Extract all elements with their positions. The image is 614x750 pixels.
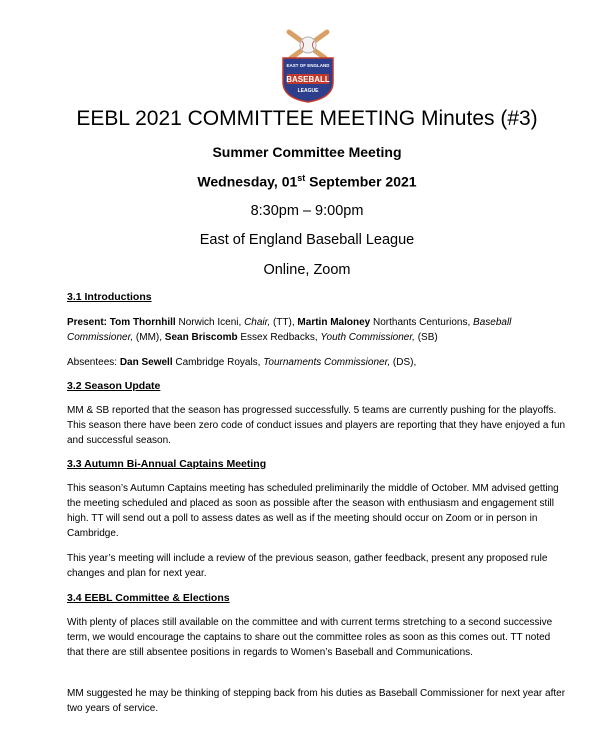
- meeting-time: 8:30pm – 9:00pm: [250, 203, 364, 219]
- attendee-abbr: (MM),: [133, 332, 165, 343]
- attendee-name: Martin Maloney: [297, 317, 371, 328]
- attendee-team: Norwich Iceni,: [175, 317, 245, 328]
- captains-meeting-paragraph-1: This season’s Autumn Captains meeting has scheduled preliminarily the middle of October. MM advised getting the meeting scheduled and placed as soon as possible after the season with enthusiasm and engagement still high. TT will send out a poll to assess dates as well as if the meeting should occur on Zoom or in person in Cambridge.: [67, 483, 559, 539]
- absentee-name: Dan Sewell: [119, 357, 173, 368]
- meeting-location: Online, Zoom: [263, 262, 351, 278]
- attendee-role: Baseball Commissioner,: [67, 317, 512, 343]
- attendee-name: Tom Thornhill: [107, 317, 176, 328]
- baseball-icon: [300, 37, 316, 53]
- captains-meeting-paragraph-2: This year’s meeting will include a review of the previous season, gather feedback, present any proposed rule changes and plan for next year.: [67, 553, 548, 579]
- logo-main-text: BASEBALL: [286, 75, 330, 84]
- attendee-role: Youth Commissioner,: [320, 332, 415, 343]
- present-paragraph: [67, 315, 567, 345]
- committee-elections-paragraph-2: MM suggested he may be thinking of stepping back from his duties as Baseball Commissioner for next year after two years of service.: [67, 688, 566, 714]
- absentee-abbr: (DS),: [390, 357, 417, 368]
- attendee-team: Essex Redbacks,: [237, 332, 321, 343]
- present-label: Present:: [67, 317, 108, 328]
- absentee-team: Cambridge Royals,: [172, 357, 264, 368]
- attendee-team: Northants Centurions,: [370, 317, 474, 328]
- date-suffix: September 2021: [305, 173, 417, 190]
- attendee-abbr: (TT),: [270, 317, 298, 328]
- attendee-role: Chair,: [244, 317, 271, 328]
- absentees-paragraph: [67, 355, 567, 370]
- section-heading-captains-meeting: 3.3 Autumn Bi-Annual Captains Meeting: [67, 458, 267, 470]
- document-title: EEBL 2021 COMMITTEE MEETING Minutes (#3): [76, 107, 538, 130]
- meeting-date: [0, 173, 614, 190]
- committee-elections-paragraph-1: With plenty of places still available on the committee and with current terms stretching to a second successive term, we would encourage the captains to share out the committee roles as soon as this comes out. TT noted that there are still absentee positions in regards to Women’s Baseball and Communications.: [67, 617, 553, 658]
- section-heading-season-update: 3.2 Season Update: [67, 380, 161, 392]
- attendee-abbr: (SB): [414, 332, 438, 343]
- logo-top-text: EAST OF ENGLAND: [286, 63, 330, 68]
- absentees-label: Absentees:: [67, 357, 120, 368]
- section-heading-introductions: 3.1 Introductions: [67, 291, 152, 303]
- organisation-name: East of England Baseball League: [199, 232, 415, 248]
- date-suffix-sup: st: [297, 173, 306, 183]
- absentee-role: Tournaments Commissioner,: [263, 357, 391, 368]
- section-heading-committee-elections: 3.4 EEBL Committee & Elections: [67, 592, 230, 604]
- meeting-subtitle: Summer Committee Meeting: [212, 144, 402, 160]
- logo-bottom-text: LEAGUE: [297, 88, 319, 94]
- season-update-paragraph: MM & SB reported that the season has progressed successfully. 5 teams are currently pushing for the playoffs. This season there have been zero code of conduct issues and players are reporting that they have enjoyed a fun and successful season.: [67, 405, 566, 446]
- eebl-logo: [277, 28, 339, 103]
- attendee-name: Sean Briscomb: [164, 332, 238, 343]
- date-prefix: Wednesday, 01: [197, 173, 298, 190]
